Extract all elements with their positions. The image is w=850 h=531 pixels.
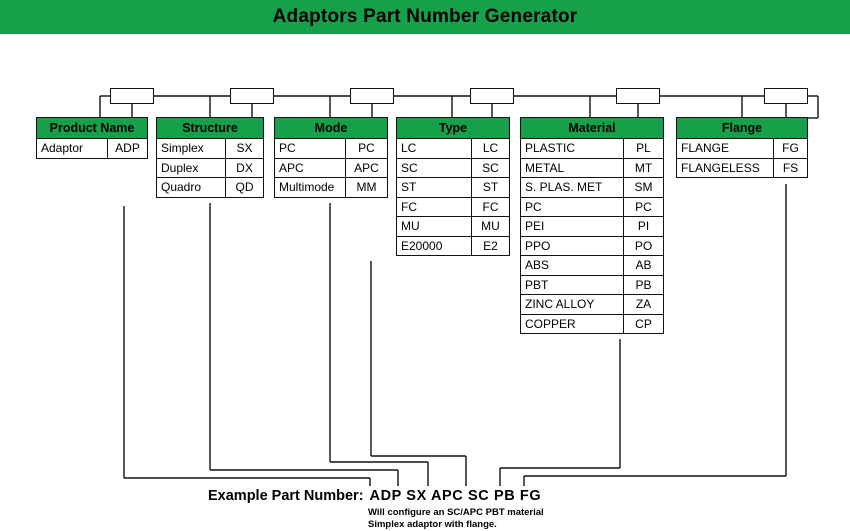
option-code: FC: [471, 198, 509, 217]
option-label: FLANGE: [681, 141, 730, 156]
option-label: ST: [401, 180, 417, 195]
option-code: CP: [623, 315, 663, 334]
option-label: Multimode: [279, 180, 335, 195]
table-row[interactable]: [274, 178, 388, 198]
column-header-mode: Mode: [274, 117, 388, 139]
example-number: ADP SX APC SC PB FG: [369, 488, 542, 504]
option-code: FG: [773, 139, 807, 158]
option-label: COPPER: [525, 316, 576, 331]
title-bar: [0, 0, 850, 34]
option-code: ADP: [107, 139, 147, 158]
option-label: SC: [401, 160, 418, 175]
option-label: PLASTIC: [525, 141, 576, 156]
option-label: MU: [401, 219, 420, 234]
option-label: PBT: [525, 277, 549, 292]
option-label: PEI: [525, 219, 545, 234]
connector-box-2: [230, 88, 274, 104]
table-row[interactable]: [520, 217, 664, 237]
option-code: LC: [471, 139, 509, 158]
table-row[interactable]: [676, 139, 808, 159]
option-label: ZINC ALLOY: [525, 297, 595, 312]
example-line: [208, 488, 628, 504]
option-label: Simplex: [161, 141, 204, 156]
connector-box-5: [616, 88, 660, 104]
option-code: E2: [471, 237, 509, 256]
table-row[interactable]: [520, 237, 664, 257]
option-code: AB: [623, 256, 663, 275]
table-row[interactable]: [520, 159, 664, 179]
option-label: METAL: [525, 160, 565, 175]
option-label: PC: [525, 199, 542, 214]
option-code: SM: [623, 178, 663, 197]
option-code: MU: [471, 217, 509, 236]
table-row[interactable]: [396, 237, 510, 257]
connector-box-4: [470, 88, 514, 104]
table-row[interactable]: [520, 295, 664, 315]
connector-box-3: [350, 88, 394, 104]
option-label: FC: [401, 199, 417, 214]
table-row[interactable]: [156, 178, 264, 198]
option-label: Quadro: [161, 180, 202, 195]
option-code: PL: [623, 139, 663, 158]
table-row[interactable]: [520, 276, 664, 296]
example-note: [368, 507, 628, 531]
column-header-flange: Flange: [676, 117, 808, 139]
table-row[interactable]: [520, 178, 664, 198]
column-structure: [156, 117, 264, 198]
table-row[interactable]: [396, 198, 510, 218]
table-row[interactable]: [156, 159, 264, 179]
column-mode: [274, 117, 388, 198]
option-label: PPO: [525, 238, 551, 253]
table-row[interactable]: [396, 139, 510, 159]
option-label: PC: [279, 141, 296, 156]
table-row[interactable]: [520, 198, 664, 218]
connector-box-6: [764, 88, 808, 104]
option-code: PB: [623, 276, 663, 295]
page-title: Adaptors Part Number Generator: [272, 6, 578, 27]
table-row[interactable]: [36, 139, 148, 159]
option-label: Duplex: [161, 160, 199, 175]
column-material: [520, 117, 664, 334]
option-code: PC: [345, 139, 387, 158]
table-row[interactable]: [520, 256, 664, 276]
option-code: QD: [225, 178, 263, 197]
option-code: PC: [623, 198, 663, 217]
option-label: E20000: [401, 238, 443, 253]
column-type: [396, 117, 510, 256]
connector-box-1: [110, 88, 154, 104]
table-row[interactable]: [274, 139, 388, 159]
option-label: FLANGELESS: [681, 160, 760, 175]
option-code: SC: [471, 159, 509, 178]
option-code: ST: [471, 178, 509, 197]
example-note-line-1: Will configure an SC/APC PBT material: [368, 507, 544, 518]
column-product-name: [36, 117, 148, 159]
option-code: DX: [225, 159, 263, 178]
option-label: APC: [279, 160, 304, 175]
option-label: Adaptor: [41, 141, 84, 156]
table-row[interactable]: [396, 217, 510, 237]
example-label: Example Part Number:: [208, 488, 364, 504]
table-row[interactable]: [396, 178, 510, 198]
option-code: PO: [623, 237, 663, 256]
table-row[interactable]: [156, 139, 264, 159]
table-row[interactable]: [520, 315, 664, 335]
example-note-line-2: Simplex adaptor with flange.: [368, 518, 497, 530]
option-label: S. PLAS. MET: [525, 180, 603, 195]
example-part-number: [208, 488, 628, 531]
column-header-product-name: Product Name: [36, 117, 148, 139]
option-code: APC: [345, 159, 387, 178]
column-header-structure: Structure: [156, 117, 264, 139]
table-row[interactable]: [274, 159, 388, 179]
option-code: SX: [225, 139, 263, 158]
option-code: FS: [773, 159, 807, 178]
option-code: MT: [623, 159, 663, 178]
column-header-material: Material: [520, 117, 664, 139]
column-header-type: Type: [396, 117, 510, 139]
option-label: ABS: [525, 258, 550, 273]
table-row[interactable]: [676, 159, 808, 179]
table-row[interactable]: [396, 159, 510, 179]
option-code: MM: [345, 178, 387, 197]
option-code: PI: [623, 217, 663, 236]
table-row[interactable]: [520, 139, 664, 159]
option-code: ZA: [623, 295, 663, 314]
column-flange: [676, 117, 808, 178]
option-label: LC: [401, 141, 417, 156]
